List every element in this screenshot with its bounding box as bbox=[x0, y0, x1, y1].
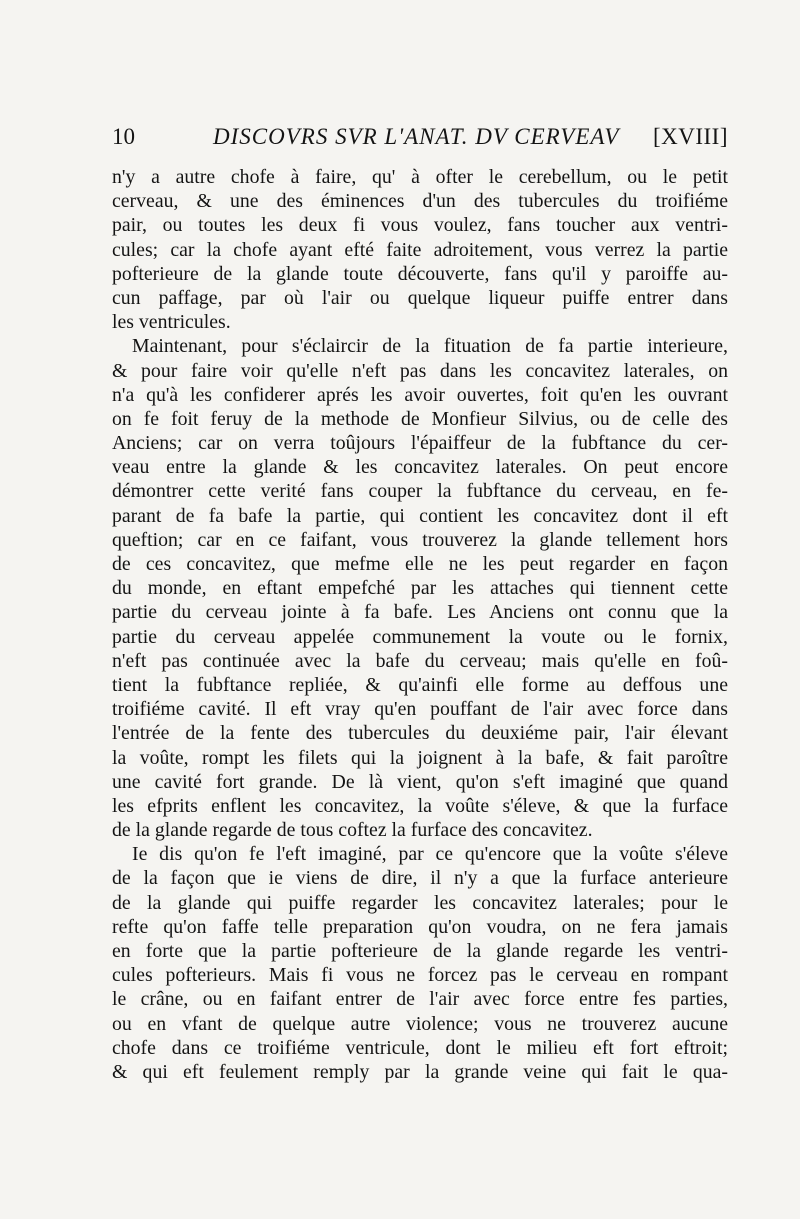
text-line: chofe dans ce troifiéme ventricule, dont le milieu eft fort eftroit; bbox=[112, 1036, 728, 1059]
text-line: les efprits enflent les concavitez, la voûte s'éleve, & que la furface bbox=[112, 794, 728, 817]
text-line: partie du cerveau jointe à fa bafe. Les Anciens ont connu que la bbox=[112, 601, 728, 624]
text-line: pofterieure de la glande toute découverte, fans qu'il y paroiffe au- bbox=[112, 262, 728, 285]
text-line: & pour faire voir qu'elle n'eft pas dans les concavitez laterales, on bbox=[112, 359, 728, 382]
text-line: de la glande regarde de tous coftez la furface des concavitez. bbox=[112, 819, 593, 842]
text-line: cun paffage, par où l'air ou quelque liqueur puiffe entrer dans bbox=[112, 286, 728, 309]
page-header bbox=[112, 124, 728, 154]
text-line: pair, ou toutes les deux fi vous voulez, fans toucher aux ventri- bbox=[112, 214, 728, 237]
text-line: de la façon que ie viens de dire, il n'y a que la furface anterieure bbox=[112, 867, 728, 890]
text-line: l'entrée de la fente des tubercules du deuxiéme pair, l'air élevant bbox=[112, 722, 728, 745]
text-line: veau entre la glande & les concavitez laterales. On peut encore bbox=[112, 456, 728, 479]
text-line: du monde, en eftant empefché par les attaches qui tiennent cette bbox=[112, 577, 728, 600]
text-line: troifiéme cavité. Il eft vray qu'en pouffant de l'air avec force dans bbox=[112, 698, 728, 721]
text-line: la voûte, rompt les filets qui la joignent à la bafe, & fait paroître bbox=[112, 746, 728, 769]
text-line: queftion; car en ce faifant, vous trouverez la glande tellement hors bbox=[112, 528, 728, 551]
text-line: partie du cerveau appelée communement la voute ou le fornix, bbox=[112, 625, 728, 648]
text-line: cules pofterieurs. Mais fi vous ne forcez pas le cerveau en rompant bbox=[112, 964, 728, 987]
text-line: refte qu'on faffe telle preparation qu'on voudra, on ne fera jamais bbox=[112, 915, 728, 938]
running-title: DISCOVRS SVR L'ANAT. DV CERVEAV bbox=[213, 124, 620, 149]
page-number: 10 bbox=[112, 124, 135, 149]
text-line: une cavité fort grande. De là vient, qu'on s'eft imaginé que quand bbox=[112, 770, 728, 793]
text-line: n'a qu'à les confiderer aprés les avoir ouvertes, foit qu'en les ouvrant bbox=[112, 383, 728, 406]
text-line: le crâne, ou en faifant entrer de l'air avec force entre fes parties, bbox=[112, 988, 728, 1011]
text-line: n'eft pas continuée avec la bafe du cerveau; mais qu'elle en foû- bbox=[112, 649, 728, 672]
text-line: Anciens; car on verra toûjours l'épaiffeur de la fubftance du cer- bbox=[112, 432, 728, 455]
section-number: [XVIII] bbox=[652, 124, 728, 149]
text-line: cules; car la chofe ayant efté faite adroitement, vous verrez la partie bbox=[112, 238, 728, 261]
text-line: en forte que la partie pofterieure de la glande regarde les ventri- bbox=[112, 940, 728, 962]
text-line: & qui eft feulement remply par la grande veine qui fait le qua- bbox=[112, 1060, 728, 1083]
text-line: ou en vfant de quelque autre violence; vous ne trouverez aucune bbox=[112, 1012, 728, 1035]
text-line: de ces concavitez, que mefme elle ne les peut regarder en façon bbox=[112, 553, 728, 575]
paragraph-start-line: Ie dis qu'on fe l'eft imaginé, par ce qu'encore que la voûte s'éleve bbox=[132, 843, 728, 866]
text-line: tient la fubftance repliée, & qu'ainfi elle forme au deffous une bbox=[112, 673, 728, 696]
text-line: de la glande qui puiffe regarder les concavitez laterales; pour le bbox=[112, 891, 728, 914]
text-line: parant de fa bafe la partie, qui contient les concavitez dont il eft bbox=[112, 504, 728, 527]
text-line: n'y a autre chofe à faire, qu' à ofter le cerebellum, ou le petit bbox=[112, 166, 728, 188]
paragraph-start-line: Maintenant, pour s'éclaircir de la fituation de fa partie interieure, bbox=[132, 335, 728, 358]
text-line: les ventricules. bbox=[112, 311, 231, 334]
text-line: on fe foit feruy de la methode de Monfieur Silvius, ou de celle des bbox=[112, 407, 728, 430]
text-line: cerveau, & une des éminences d'un des tubercules du troifiéme bbox=[112, 190, 728, 213]
body-text bbox=[112, 165, 728, 1084]
text-line: démontrer cette verité fans couper la fubftance du cerveau, en fe- bbox=[112, 480, 728, 503]
